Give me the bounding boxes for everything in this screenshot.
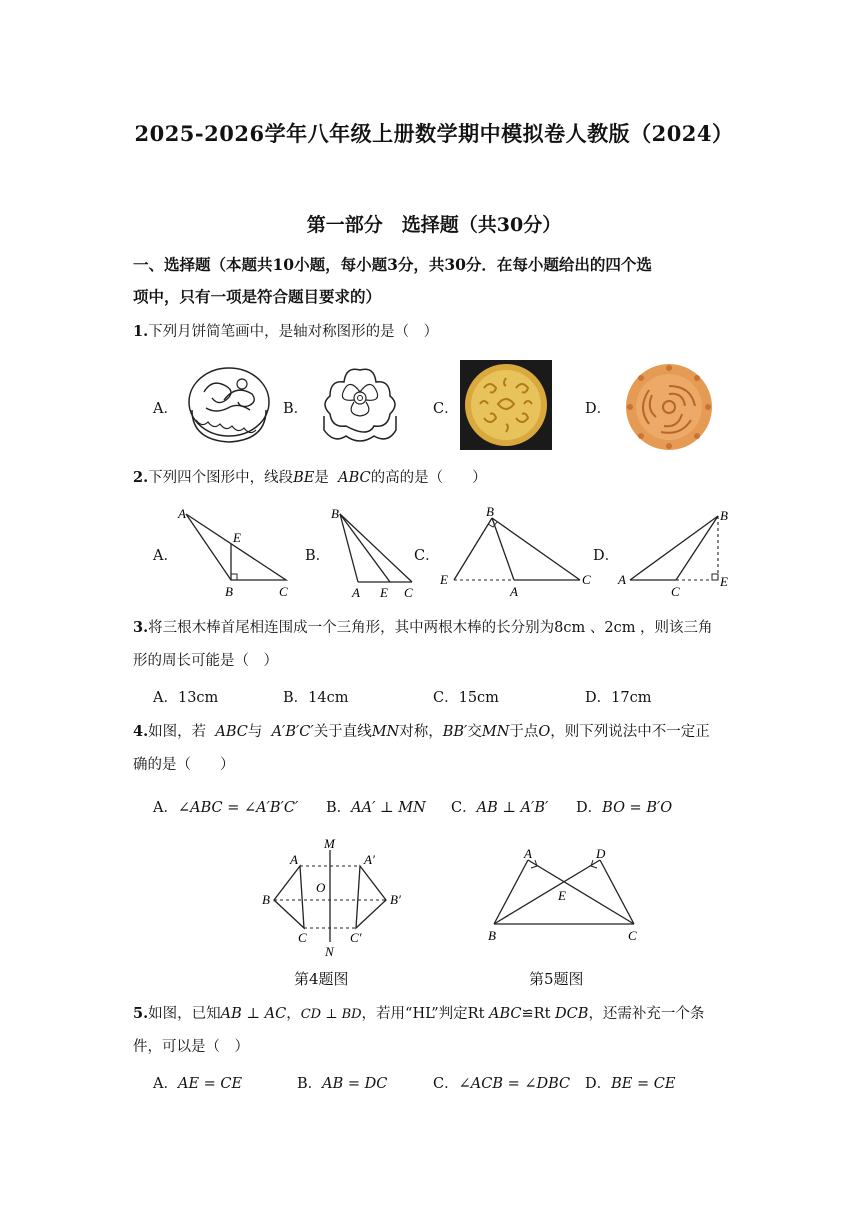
- question-text: 下列四个图形中，线段: [148, 470, 294, 486]
- math-term: MN: [481, 724, 510, 740]
- question-number: 4.: [133, 723, 149, 740]
- label-a: A: [178, 506, 186, 521]
- label-c: C: [582, 572, 591, 587]
- math-term: MN: [371, 724, 400, 740]
- q2-figure-a: [176, 502, 296, 600]
- question-3-line2: 形的周长可能是（ ）: [133, 653, 278, 669]
- q2-option-c-label: C．: [414, 548, 440, 564]
- question-text: 关于直线: [313, 724, 372, 740]
- option-text: ∠ABC = ∠A′B′C′: [177, 800, 299, 816]
- math-term: AB ⊥ AC: [220, 1006, 287, 1022]
- question-text: 对称，: [399, 724, 443, 740]
- label-c: C: [671, 584, 680, 599]
- question-text: 与: [247, 724, 263, 740]
- q5-option-b: [297, 1072, 387, 1093]
- label-c: C: [298, 930, 307, 945]
- q2-option-a-label: A．: [153, 548, 178, 564]
- figure-4-caption: 第4题图: [294, 970, 349, 988]
- part-heading: 第一部分 选择题（共30分）: [306, 214, 562, 236]
- label-e: E: [233, 530, 241, 545]
- triangle-abc: ABC: [338, 470, 371, 486]
- label-c: C: [279, 584, 288, 599]
- q2-figure-b: [328, 502, 428, 600]
- option-text: BE = CE: [611, 1076, 676, 1092]
- question-number: 1.: [133, 323, 149, 340]
- question-4-line2: 确的是（ ）: [133, 757, 235, 773]
- label-m: M: [324, 836, 335, 851]
- option-text: BO = B′O: [602, 800, 673, 816]
- q4-option-c: [451, 796, 548, 817]
- q4-option-d: [576, 796, 672, 817]
- question-text: 将三根木棒首尾相连围成一个三角形，其中两根木棒的长分别为8cm 、2cm ，则该三角: [148, 620, 713, 636]
- q1-option-b-label: B．: [283, 401, 309, 417]
- question-text: 于点: [509, 724, 539, 740]
- label-e: E: [380, 585, 388, 600]
- q2-figure-c: [436, 502, 596, 600]
- math-term: A′B′C′: [271, 724, 314, 740]
- question-text: ≌Rt: [521, 1006, 551, 1022]
- question-text: ，还需补充一个条: [588, 1006, 705, 1022]
- q1-option-d-label: D．: [585, 401, 612, 417]
- option-text: AB ⊥ A′B′: [476, 800, 549, 816]
- q3-option-d: D．17cm: [585, 690, 652, 706]
- label-a: A: [290, 852, 298, 867]
- option-label: D．: [585, 1076, 612, 1092]
- question-number: 3.: [133, 619, 149, 636]
- label-a-prime: A′: [364, 852, 375, 867]
- option-label: B．: [326, 800, 352, 816]
- question-text: 如图，已知: [148, 1006, 221, 1022]
- label-b: B: [488, 928, 496, 943]
- label-a: A: [524, 846, 532, 861]
- q5-option-c: [433, 1072, 570, 1093]
- label-o: O: [316, 880, 326, 895]
- figure-4-symmetry: [256, 834, 416, 962]
- question-text: 如图，若: [148, 724, 207, 740]
- option-text: ∠ACB = ∠DBC: [458, 1076, 571, 1092]
- question-text: 是: [314, 470, 329, 486]
- question-3-line1: [133, 612, 773, 644]
- question-4-line1: [133, 716, 773, 748]
- option-text: AE = CE: [177, 1076, 243, 1092]
- section-heading-line2: 项中，只有一项是符合题目要求的）: [133, 287, 382, 306]
- mooncake-b-drawing: [314, 362, 406, 450]
- document-title: 2025-2026学年八年级上册数学期中模拟卷人教版（2024）: [134, 121, 734, 146]
- label-b-prime: B′: [390, 892, 401, 907]
- question-text: 的高的是（ ）: [370, 470, 487, 486]
- q3-option-c: C．15cm: [433, 690, 499, 706]
- label-c: C: [628, 928, 637, 943]
- math-term: ABC: [489, 1006, 522, 1022]
- label-b: B: [486, 504, 494, 519]
- question-number: 2.: [133, 469, 149, 486]
- question-2: [133, 462, 773, 494]
- option-text: AA′ ⊥ MN: [351, 800, 426, 816]
- label-a: A: [618, 572, 626, 587]
- option-label: D．: [576, 800, 603, 816]
- figure-5-triangles: [484, 842, 650, 946]
- question-1: [133, 316, 773, 348]
- mooncake-c-photo: [460, 360, 552, 450]
- label-d: D: [596, 846, 606, 861]
- q4-option-a: [153, 796, 298, 817]
- math-term: DCB: [555, 1006, 589, 1022]
- q4-option-b: [326, 796, 426, 817]
- label-c: C: [404, 585, 413, 600]
- q3-option-a: A．13cm: [153, 690, 219, 706]
- option-label: C．: [451, 800, 477, 816]
- question-text: 下列月饼简笔画中，是轴对称图形的是（ ）: [148, 324, 439, 340]
- segment-be: BE: [293, 470, 315, 486]
- q2-option-b-label: B．: [305, 548, 331, 564]
- q2-option-d-label: D．: [593, 548, 620, 564]
- mooncake-d-photo: [621, 362, 717, 452]
- label-b: B: [225, 584, 233, 599]
- label-a: A: [510, 584, 518, 599]
- option-label: A．: [153, 1076, 178, 1092]
- q5-option-d: [585, 1072, 675, 1093]
- label-b: B: [331, 506, 339, 521]
- question-text: 交: [467, 724, 482, 740]
- section-heading-line1: 一、选择题（本题共10小题，每小题3分，共30分．在每小题给出的四个选: [133, 255, 652, 274]
- label-e: E: [440, 572, 448, 587]
- question-text: ，若用“HL”判定Rt: [361, 1006, 485, 1022]
- label-n: N: [325, 944, 334, 959]
- question-text: ，: [286, 1006, 301, 1022]
- q2-figure-d: [616, 502, 736, 600]
- label-b: B: [720, 508, 728, 523]
- question-text: ，则下列说法中不一定正: [550, 724, 710, 740]
- option-label: C．: [433, 1076, 459, 1092]
- option-text: AB = DC: [322, 1076, 388, 1092]
- option-label: B．: [297, 1076, 323, 1092]
- label-a: A: [352, 585, 360, 600]
- math-term: ABC: [215, 724, 248, 740]
- q1-option-a-label: A．: [153, 401, 178, 417]
- question-number: 5.: [133, 1005, 149, 1022]
- mooncake-a-drawing: [184, 362, 274, 450]
- math-term: O: [538, 724, 551, 740]
- math-term: BB′: [442, 724, 468, 740]
- label-e: E: [720, 574, 728, 589]
- figure-5-caption: 第5题图: [529, 970, 584, 988]
- label-e: E: [558, 888, 566, 903]
- label-c-prime: C′: [350, 930, 362, 945]
- question-5-line1: [133, 998, 773, 1031]
- label-b: B: [262, 892, 270, 907]
- q5-option-a: [153, 1072, 242, 1093]
- option-label: A．: [153, 800, 178, 816]
- q3-option-b: B．14cm: [283, 690, 349, 706]
- q1-option-c-label: C．: [433, 401, 459, 417]
- question-5-line2: 件，可以是（ ）: [133, 1039, 249, 1055]
- math-term: CD ⊥ BD: [300, 1007, 362, 1022]
